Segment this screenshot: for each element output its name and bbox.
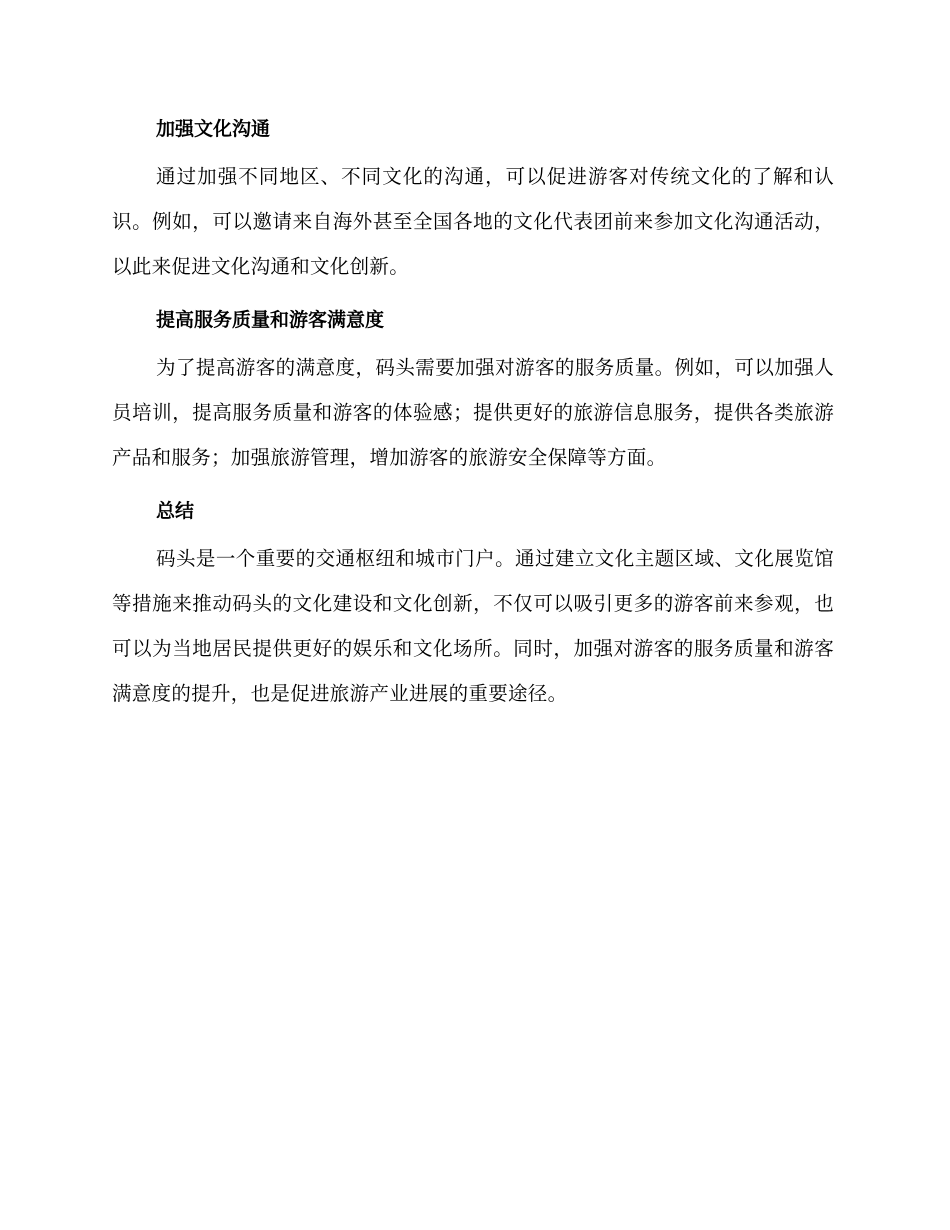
section-paragraph-service-quality: 为了提高游客的满意度，码头需要加强对游客的服务质量。例如，可以加强人员培训，提高服务质量和游客的体验感；提供更好的旅游信息服务，提供各类旅游产品和服务；加强旅游管理，增加游客的旅游安全保障等方面。 [112,356,834,469]
document-body [112,104,834,722]
section-paragraph-summary: 码头是一个重要的交通枢纽和城市门户。通过建立文化主题区域、文化展览馆等措施来推动码头的文化建设和文化创新，不仅可以吸引更多的游客前来参观，也可以为当地居民提供更好的娱乐和文化场所。同时，加强对游客的服务质量和游客满意度的提升，也是促进旅游产业进展的重要途径。 [112,547,834,705]
section-heading-summary: 总结 [156,500,195,522]
section-paragraph-cultural-communication: 通过加强不同地区、不同文化的沟通，可以促进游客对传统文化的了解和认识。例如，可以邀请来自海外甚至全国各地的文化代表团前来参加文化沟通活动，以此来促进文化沟通和文化创新。 [112,165,834,278]
section-heading-cultural-communication: 加强文化沟通 [156,118,271,140]
section-heading-service-quality: 提高服务质量和游客满意度 [156,309,385,331]
